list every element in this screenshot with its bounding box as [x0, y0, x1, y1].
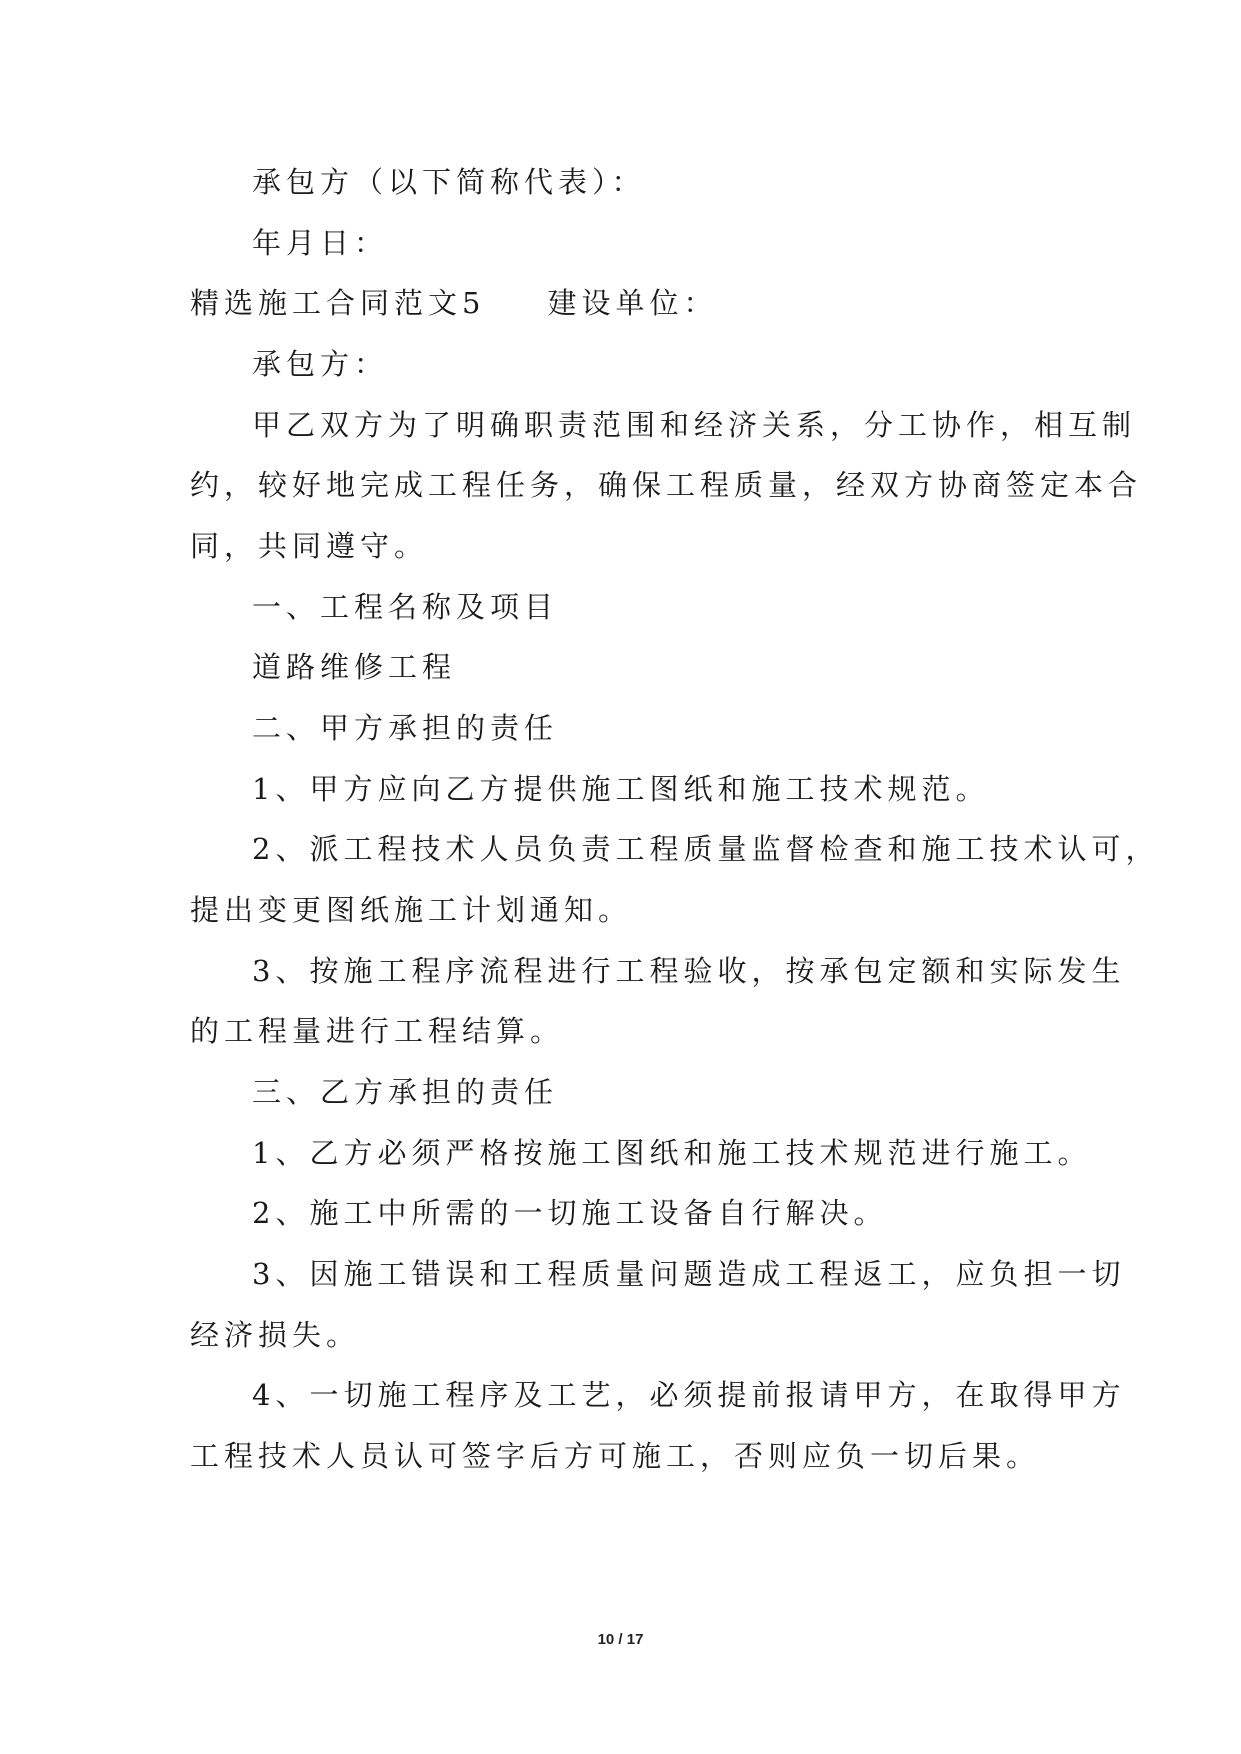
paragraph-line: 甲乙双方为了明确职责范围和经济关系，分工协作，相互制: [252, 408, 1137, 442]
paragraph-line: 约，较好地完成工程任务，确保工程质量，经双方协商签定本合: [190, 468, 1143, 502]
text-line: 道路维修工程: [252, 650, 457, 684]
clause-item: 3、因施工错误和工程质量问题造成工程返工，应负担一切: [252, 1257, 1126, 1291]
clause-item: 4、一切施工程序及工艺，必须提前报请甲方，在取得甲方: [252, 1378, 1126, 1412]
text-line: 年月日：: [252, 226, 389, 260]
clause-heading: 三、乙方承担的责任: [252, 1075, 559, 1109]
clause-item: 2、施工中所需的一切施工设备自行解决。: [252, 1196, 888, 1230]
text-line: 承包方（以下简称代表）：: [252, 165, 646, 199]
clause-item: 1、乙方必须严格按施工图纸和施工技术规范进行施工。: [252, 1136, 1092, 1170]
clause-item-continuation: 经济损失。: [190, 1318, 361, 1352]
clause-item-continuation: 工程技术人员认可签字后方可施工，否则应负一切后果。: [190, 1439, 1041, 1473]
section-title: 精选施工合同范文5: [190, 286, 486, 320]
clause-item-continuation: 的工程量进行工程结算。: [190, 1014, 565, 1048]
clause-item: 3、按施工程序流程进行工程验收，按承包定额和实际发生: [252, 954, 1126, 988]
clause-item-continuation: 提出变更图纸施工计划通知。: [190, 893, 633, 927]
clause-item: 2、派工程技术人员负责工程质量监督检查和施工技术认可，: [252, 832, 1160, 866]
text-line: 承包方：: [252, 347, 389, 381]
clause-heading: 一、工程名称及项目: [252, 590, 559, 624]
page-number: 10 / 17: [597, 1631, 644, 1648]
clause-heading: 二、甲方承担的责任: [252, 711, 559, 745]
paragraph-line: 同，共同遵守。: [190, 529, 429, 563]
section-heading-line: [190, 283, 1070, 323]
clause-item: 1、甲方应向乙方提供施工图纸和施工技术规范。: [252, 772, 990, 806]
text-line: 建设单位：: [547, 286, 718, 320]
